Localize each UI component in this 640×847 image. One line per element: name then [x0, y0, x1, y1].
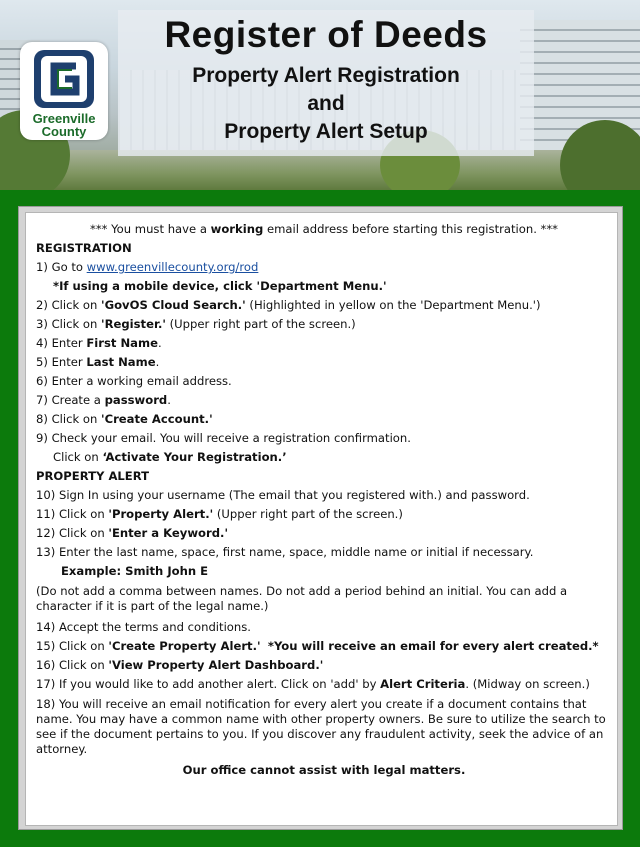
name-format-note: (Do not add a comma between names. Do not add a period behind an initial. You can add a character if it is part of the legal name.): [36, 584, 568, 613]
step-15: 15) Click on 'Create Property Alert.' *You will receive an email for every alert created.*: [36, 639, 599, 653]
step-5: 5) Enter Last Name.: [36, 355, 160, 369]
step-10: 10) Sign In using your username (The email that you registered with.) and password.: [36, 488, 530, 502]
step-18: 18) You will receive an email notification for every alert you create if a document contains that name. You may have a common name with other property owners. Be sure to utilize the search to see if the document pertains to you. If you discover any fraudulent activity, seek the advice of an attorney.: [36, 697, 606, 756]
instructions-panel: [25, 212, 618, 826]
alert-email-note: *You will receive an email for every alert created.*: [267, 639, 599, 653]
instructions-content: [36, 220, 612, 780]
page-subtitle-connector: and: [307, 92, 345, 115]
legal-disclaimer: Our office cannot assist with legal matters.: [182, 763, 466, 777]
background-ground: [0, 150, 640, 190]
page-subtitle: Property Alert Registration: [192, 64, 460, 87]
registration-heading: REGISTRATION: [36, 241, 132, 255]
step-12: 12) Click on 'Enter a Keyword.': [36, 526, 228, 540]
step-9: 9) Check your email. You will receive a registration confirmation.: [36, 431, 411, 445]
county-logo-icon: [32, 48, 96, 110]
name-example: Example: Smith John E: [61, 564, 209, 578]
step-7: 7) Create a password.: [36, 393, 171, 407]
step-16: 16) Click on 'View Property Alert Dashboard.': [36, 658, 324, 672]
step-17: 17) If you would like to add another alert. Click on 'add' by Alert Criteria. (Midway on screen.): [36, 677, 590, 691]
page-subtitle-secondary: Property Alert Setup: [224, 120, 428, 143]
logo-text-greenville: Greenville: [32, 111, 96, 126]
step-1-mobile-note: *If using a mobile device, click 'Department Menu.': [53, 279, 387, 293]
logo-text-county: County: [41, 124, 87, 139]
email-notice: *** You must have a working email address before starting this registration. ***: [90, 222, 558, 236]
content-frame: [0, 190, 640, 847]
step-1: 1) Go to www.greenvillecounty.org/rod: [36, 260, 259, 274]
step-13: 13) Enter the last name, space, first name, space, middle name or initial if necessary.: [36, 545, 534, 559]
county-logo: [20, 42, 108, 140]
step-3: 3) Click on 'Register.' (Upper right part of the screen.): [36, 317, 356, 331]
page-title: Register of Deeds: [164, 14, 488, 55]
header-banner: [0, 0, 640, 190]
rod-website-link[interactable]: www.greenvillecounty.org/rod: [86, 260, 259, 274]
step-6: 6) Enter a working email address.: [36, 374, 232, 388]
step-8: 8) Click on 'Create Account.': [36, 412, 213, 426]
property-alert-heading: PROPERTY ALERT: [36, 469, 150, 483]
step-4: 4) Enter First Name.: [36, 336, 162, 350]
instructions-panel-border: [18, 206, 623, 830]
step-9-activate: Click on ‘Activate Your Registration.’: [53, 450, 287, 464]
step-2: 2) Click on 'GovOS Cloud Search.' (Highlighted in yellow on the 'Department Menu.'): [36, 298, 541, 312]
step-14: 14) Accept the terms and conditions.: [36, 620, 251, 634]
step-11: 11) Click on 'Property Alert.' (Upper right part of the screen.): [36, 507, 403, 521]
